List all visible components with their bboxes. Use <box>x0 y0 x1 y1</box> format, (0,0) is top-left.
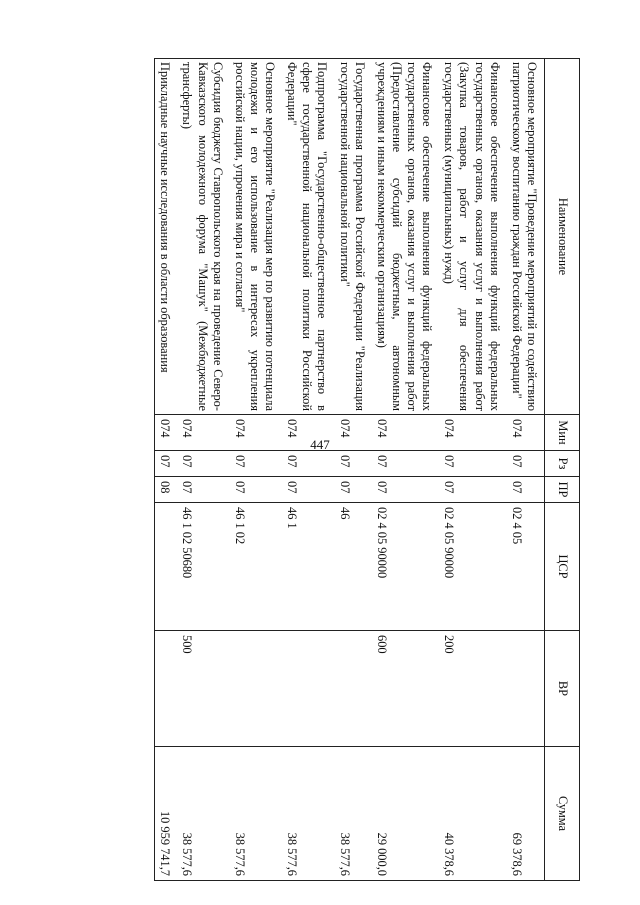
table-row <box>230 59 282 881</box>
cell-csr <box>155 503 178 631</box>
cell-vr <box>230 631 282 747</box>
table-row <box>335 59 372 881</box>
table-row <box>507 59 545 881</box>
cell-csr: 02 4 05 90000 <box>372 503 440 631</box>
cell-csr: 46 1 02 <box>230 503 282 631</box>
cell-sum: 40 378,6 <box>439 747 507 881</box>
table-row <box>282 59 334 881</box>
cell-csr: 46 <box>335 503 372 631</box>
cell-pr: 07 <box>439 477 507 503</box>
cell-vr <box>335 631 372 747</box>
header-min: Мин <box>545 415 580 451</box>
cell-min: 074 <box>372 415 440 451</box>
header-name: Наименование <box>545 59 580 415</box>
cell-sum: 38 577,6 <box>335 747 372 881</box>
header-rz: Рз <box>545 451 580 477</box>
cell-rz: 07 <box>335 451 372 477</box>
cell-pr: 08 <box>155 477 178 503</box>
cell-name: Финансовое обеспечение выполнения функций федеральных государственных органов, оказания услуг и выполнения работ (Предоставление субсидий бюджетным, автономным учреждениям и иным некоммерческим организациям) <box>372 59 440 415</box>
header-csr: ЦСР <box>545 503 580 631</box>
header-sum: Сумма <box>545 747 580 881</box>
table-row <box>372 59 440 881</box>
table-header <box>545 59 580 881</box>
cell-rz: 07 <box>439 451 507 477</box>
cell-sum: 38 577,6 <box>230 747 282 881</box>
cell-pr: 07 <box>507 477 545 503</box>
cell-pr: 07 <box>335 477 372 503</box>
cell-name: Основное мероприятие "Проведение мероприятий по содействию патриотическому воспитанию граждан Российской Федерации" <box>507 59 545 415</box>
cell-name: Финансовое обеспечение выполнения функций федеральных государственных органов, оказания услуг и выполнения работ (Закупка товаров, работ и услуг для обеспечения государственных (муниципальных) нужд) <box>439 59 507 415</box>
cell-name: Основное мероприятие "Реализация мер по развитию потенциала молодежи и его использование в интересах укрепления российской нации, упрочения мира и согласия" <box>230 59 282 415</box>
cell-sum: 38 577,6 <box>282 747 334 881</box>
cell-pr: 07 <box>230 477 282 503</box>
cell-pr: 07 <box>372 477 440 503</box>
cell-csr: 02 4 05 90000 <box>439 503 507 631</box>
cell-min: 074 <box>335 415 372 451</box>
cell-rz: 07 <box>155 451 178 477</box>
cell-rz: 07 <box>507 451 545 477</box>
table-row <box>155 59 178 881</box>
cell-vr: 200 <box>439 631 507 747</box>
cell-rz: 07 <box>282 451 334 477</box>
cell-vr: 500 <box>177 631 229 747</box>
cell-name: Прикладные научные исследования в области образования <box>155 59 178 415</box>
cell-name: Государственная программа Российской Федерации "Реализация государственной национальной политики" <box>335 59 372 415</box>
cell-vr: 600 <box>372 631 440 747</box>
cell-rz: 07 <box>372 451 440 477</box>
cell-csr: 02 4 05 <box>507 503 545 631</box>
table-body <box>155 59 545 881</box>
table-row <box>177 59 229 881</box>
cell-min: 074 <box>282 415 334 451</box>
cell-vr <box>507 631 545 747</box>
cell-min: 074 <box>155 415 178 451</box>
cell-vr <box>155 631 178 747</box>
cell-vr <box>282 631 334 747</box>
cell-min: 074 <box>439 415 507 451</box>
cell-sum: 38 577,6 <box>177 747 229 881</box>
cell-name: Субсидия бюджету Ставропольского края на проведение Северо-Кавказского молодежного форума "Машук" (Межбюджетные трансферты) <box>177 59 229 415</box>
header-vr: ВР <box>545 631 580 747</box>
cell-pr: 07 <box>282 477 334 503</box>
table-row <box>439 59 507 881</box>
cell-sum: 10 959 741,7 <box>155 747 178 881</box>
budget-table <box>154 58 580 881</box>
page-number: 447 <box>310 437 330 452</box>
header-pr: ПР <box>545 477 580 503</box>
cell-pr: 07 <box>177 477 229 503</box>
cell-min: 074 <box>177 415 229 451</box>
cell-name: Подпрограмма "Государственно-общественное партнерство в сфере государственной национальной политики Российской Федерации" <box>282 59 334 415</box>
cell-sum: 69 378,6 <box>507 747 545 881</box>
cell-sum: 29 000,0 <box>372 747 440 881</box>
cell-min: 074 <box>507 415 545 451</box>
cell-min: 074 <box>230 415 282 451</box>
cell-rz: 07 <box>177 451 229 477</box>
cell-rz: 07 <box>230 451 282 477</box>
cell-csr: 46 1 02 50680 <box>177 503 229 631</box>
cell-csr: 46 1 <box>282 503 334 631</box>
